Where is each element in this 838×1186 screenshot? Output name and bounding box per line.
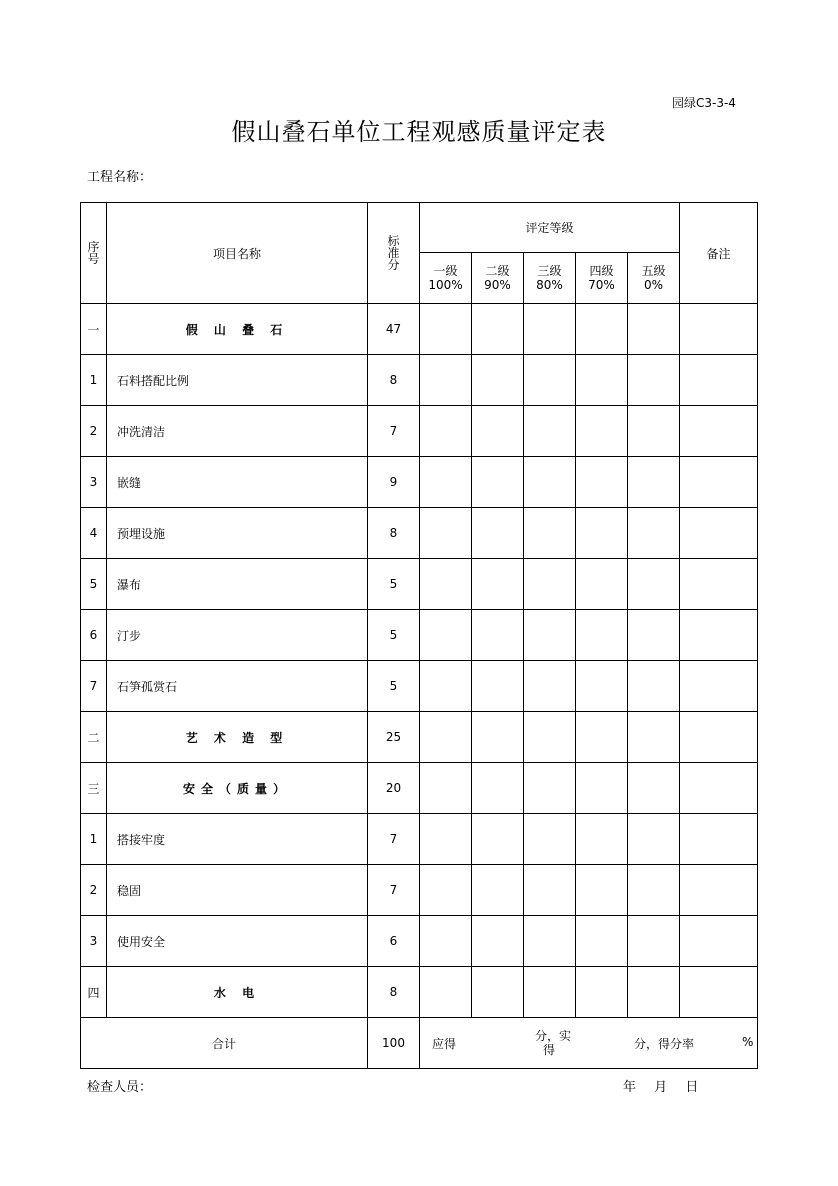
grade-cell[interactable] bbox=[576, 814, 628, 865]
row-item-name: 安全（质量） bbox=[107, 763, 368, 814]
row-item-name: 石笋孤赏石 bbox=[107, 661, 368, 712]
grade-cell[interactable] bbox=[576, 661, 628, 712]
row-seq: 5 bbox=[81, 559, 107, 610]
table-row bbox=[81, 508, 758, 559]
row-item-name: 艺 术 造 型 bbox=[107, 712, 368, 763]
grade-cell[interactable] bbox=[628, 865, 680, 916]
total-row bbox=[81, 1018, 758, 1069]
table-row bbox=[81, 610, 758, 661]
remark-cell[interactable] bbox=[680, 763, 758, 814]
year-label: 年 bbox=[623, 1080, 637, 1095]
remark-cell[interactable] bbox=[680, 967, 758, 1018]
grade-cell[interactable] bbox=[420, 304, 472, 355]
grade-cell[interactable] bbox=[472, 304, 524, 355]
grade-cell[interactable] bbox=[472, 712, 524, 763]
grade-cell[interactable] bbox=[420, 916, 472, 967]
grade-cell[interactable] bbox=[576, 865, 628, 916]
grade-header: 五级 0% bbox=[628, 253, 680, 304]
row-standard-score: 8 bbox=[368, 967, 420, 1018]
grade-cell[interactable] bbox=[472, 661, 524, 712]
row-seq: 3 bbox=[81, 916, 107, 967]
inspector-label: 检查人员： bbox=[87, 1080, 153, 1095]
grade-cell[interactable] bbox=[420, 610, 472, 661]
grade-header: 三级 80% bbox=[524, 253, 576, 304]
grade-cell[interactable] bbox=[576, 559, 628, 610]
table-row bbox=[81, 661, 758, 712]
row-standard-score: 9 bbox=[368, 457, 420, 508]
row-seq: 6 bbox=[81, 610, 107, 661]
grade-cell[interactable] bbox=[472, 865, 524, 916]
grade-cell[interactable] bbox=[628, 610, 680, 661]
should-get-label: 应得 bbox=[432, 1037, 457, 1051]
grade-cell[interactable] bbox=[420, 712, 472, 763]
grade-cell[interactable] bbox=[576, 916, 628, 967]
table-row bbox=[81, 763, 758, 814]
grade-header: 四级 70% bbox=[576, 253, 628, 304]
grade-cell[interactable] bbox=[628, 559, 680, 610]
grade-cell[interactable] bbox=[628, 763, 680, 814]
remark-cell[interactable] bbox=[680, 712, 758, 763]
grade-cell[interactable] bbox=[420, 865, 472, 916]
remark-cell[interactable] bbox=[680, 610, 758, 661]
grade-cell[interactable] bbox=[628, 916, 680, 967]
row-seq: 三 bbox=[81, 763, 107, 814]
remark-cell[interactable] bbox=[680, 304, 758, 355]
grade-cell[interactable] bbox=[472, 355, 524, 406]
grade-cell[interactable] bbox=[420, 661, 472, 712]
row-item-name: 水 电 bbox=[107, 967, 368, 1018]
grade-cell[interactable] bbox=[472, 967, 524, 1018]
row-item-name: 石料搭配比例 bbox=[107, 355, 368, 406]
row-standard-score: 25 bbox=[368, 712, 420, 763]
fen-rate-label: 分，得分率 bbox=[634, 1037, 695, 1051]
grade-cell[interactable] bbox=[576, 610, 628, 661]
grade-cell[interactable] bbox=[420, 814, 472, 865]
grade-cell[interactable] bbox=[472, 763, 524, 814]
remark-cell[interactable] bbox=[680, 355, 758, 406]
grade-cell[interactable] bbox=[628, 304, 680, 355]
grade-cell[interactable] bbox=[628, 355, 680, 406]
row-standard-score: 7 bbox=[368, 865, 420, 916]
grade-cell[interactable] bbox=[576, 712, 628, 763]
row-standard-score: 7 bbox=[368, 814, 420, 865]
grade-cell[interactable] bbox=[628, 457, 680, 508]
row-seq: 3 bbox=[81, 457, 107, 508]
remark-cell[interactable] bbox=[680, 661, 758, 712]
row-standard-score: 5 bbox=[368, 610, 420, 661]
grade-cell[interactable] bbox=[524, 916, 576, 967]
grade-cell[interactable] bbox=[576, 406, 628, 457]
grade-cell[interactable] bbox=[524, 865, 576, 916]
row-standard-score: 8 bbox=[368, 355, 420, 406]
table-row bbox=[81, 865, 758, 916]
table-row bbox=[81, 814, 758, 865]
grade-header: 一级 100% bbox=[420, 253, 472, 304]
total-score: 100 bbox=[368, 1018, 420, 1069]
header-item-name: 项目名称 bbox=[107, 203, 368, 304]
row-standard-score: 47 bbox=[368, 304, 420, 355]
row-seq: 2 bbox=[81, 865, 107, 916]
header-seq: 序号 bbox=[81, 203, 107, 304]
grade-cell[interactable] bbox=[576, 304, 628, 355]
form-code: 园绿C3-3-4 bbox=[672, 96, 736, 110]
row-seq: 一 bbox=[81, 304, 107, 355]
grade-cell[interactable] bbox=[628, 967, 680, 1018]
grade-cell[interactable] bbox=[524, 406, 576, 457]
grade-cell[interactable] bbox=[524, 559, 576, 610]
grade-cell[interactable] bbox=[472, 508, 524, 559]
row-standard-score: 6 bbox=[368, 916, 420, 967]
grade-cell[interactable] bbox=[628, 406, 680, 457]
table-row bbox=[81, 712, 758, 763]
grade-cell[interactable] bbox=[628, 814, 680, 865]
row-standard-score: 5 bbox=[368, 661, 420, 712]
grade-cell[interactable] bbox=[576, 457, 628, 508]
row-standard-score: 7 bbox=[368, 406, 420, 457]
row-item-name: 汀步 bbox=[107, 610, 368, 661]
row-seq: 1 bbox=[81, 814, 107, 865]
fen-shi-label: 分，实 bbox=[535, 1029, 572, 1043]
header-grade-group: 评定等级 bbox=[420, 203, 680, 253]
row-item-name: 嵌缝 bbox=[107, 457, 368, 508]
row-item-name: 稳固 bbox=[107, 865, 368, 916]
row-item-name: 冲洗清洁 bbox=[107, 406, 368, 457]
month-label: 月 bbox=[654, 1080, 668, 1095]
grade-cell[interactable] bbox=[576, 967, 628, 1018]
grade-cell[interactable] bbox=[524, 355, 576, 406]
remark-cell[interactable] bbox=[680, 457, 758, 508]
row-seq: 2 bbox=[81, 406, 107, 457]
grade-cell[interactable] bbox=[420, 457, 472, 508]
grade-cell[interactable] bbox=[524, 610, 576, 661]
row-seq: 4 bbox=[81, 508, 107, 559]
remark-cell[interactable] bbox=[680, 559, 758, 610]
date-labels bbox=[623, 1076, 712, 1095]
grade-cell[interactable] bbox=[472, 610, 524, 661]
grade-cell[interactable] bbox=[524, 661, 576, 712]
grade-cell[interactable] bbox=[472, 916, 524, 967]
grade-cell[interactable] bbox=[524, 763, 576, 814]
grade-cell[interactable] bbox=[420, 559, 472, 610]
grade-cell[interactable] bbox=[576, 355, 628, 406]
remark-cell[interactable] bbox=[680, 916, 758, 967]
row-standard-score: 20 bbox=[368, 763, 420, 814]
row-standard-score: 8 bbox=[368, 508, 420, 559]
grade-cell[interactable] bbox=[420, 763, 472, 814]
grade-cell[interactable] bbox=[420, 508, 472, 559]
grade-cell[interactable] bbox=[628, 712, 680, 763]
percent-label: % bbox=[742, 1035, 754, 1049]
row-item-name: 瀑布 bbox=[107, 559, 368, 610]
remark-cell[interactable] bbox=[680, 406, 758, 457]
remark-cell[interactable] bbox=[680, 508, 758, 559]
evaluation-table bbox=[80, 202, 758, 1069]
row-item-name: 预埋设施 bbox=[107, 508, 368, 559]
grade-cell[interactable] bbox=[628, 508, 680, 559]
grade-cell[interactable] bbox=[524, 814, 576, 865]
row-item-name: 使用安全 bbox=[107, 916, 368, 967]
grade-cell[interactable] bbox=[524, 712, 576, 763]
grade-cell[interactable] bbox=[524, 457, 576, 508]
header-remark: 备注 bbox=[680, 203, 758, 304]
grade-cell[interactable] bbox=[420, 355, 472, 406]
table-row bbox=[81, 559, 758, 610]
grade-header: 二级 90% bbox=[472, 253, 524, 304]
remark-cell[interactable] bbox=[680, 814, 758, 865]
table-row bbox=[81, 457, 758, 508]
grade-cell[interactable] bbox=[420, 967, 472, 1018]
de-label: 得 bbox=[543, 1043, 556, 1057]
project-name-label: 工程名称： bbox=[87, 170, 153, 185]
grade-cell[interactable] bbox=[420, 406, 472, 457]
total-label: 合计 bbox=[81, 1018, 368, 1069]
grade-cell[interactable] bbox=[576, 763, 628, 814]
row-item-name: 假 山 叠 石 bbox=[107, 304, 368, 355]
table-row bbox=[81, 304, 758, 355]
row-standard-score: 5 bbox=[368, 559, 420, 610]
table-row bbox=[81, 967, 758, 1018]
day-label: 日 bbox=[685, 1080, 699, 1095]
row-seq: 二 bbox=[81, 712, 107, 763]
grade-cell[interactable] bbox=[472, 406, 524, 457]
grade-cell[interactable] bbox=[576, 508, 628, 559]
grade-cell[interactable] bbox=[524, 967, 576, 1018]
row-item-name: 搭接牢度 bbox=[107, 814, 368, 865]
page-title: 假山叠石单位工程观感质量评定表 bbox=[231, 118, 607, 146]
grade-cell[interactable] bbox=[472, 559, 524, 610]
grade-cell[interactable] bbox=[472, 814, 524, 865]
grade-cell[interactable] bbox=[524, 304, 576, 355]
table-row bbox=[81, 916, 758, 967]
remark-cell[interactable] bbox=[680, 865, 758, 916]
table-row bbox=[81, 406, 758, 457]
header-standard-score: 标准分 bbox=[368, 203, 420, 304]
row-seq: 1 bbox=[81, 355, 107, 406]
grade-cell[interactable] bbox=[628, 661, 680, 712]
total-summary bbox=[420, 1018, 758, 1069]
grade-cell[interactable] bbox=[524, 508, 576, 559]
row-seq: 四 bbox=[81, 967, 107, 1018]
grade-cell[interactable] bbox=[472, 457, 524, 508]
row-seq: 7 bbox=[81, 661, 107, 712]
table-row bbox=[81, 355, 758, 406]
